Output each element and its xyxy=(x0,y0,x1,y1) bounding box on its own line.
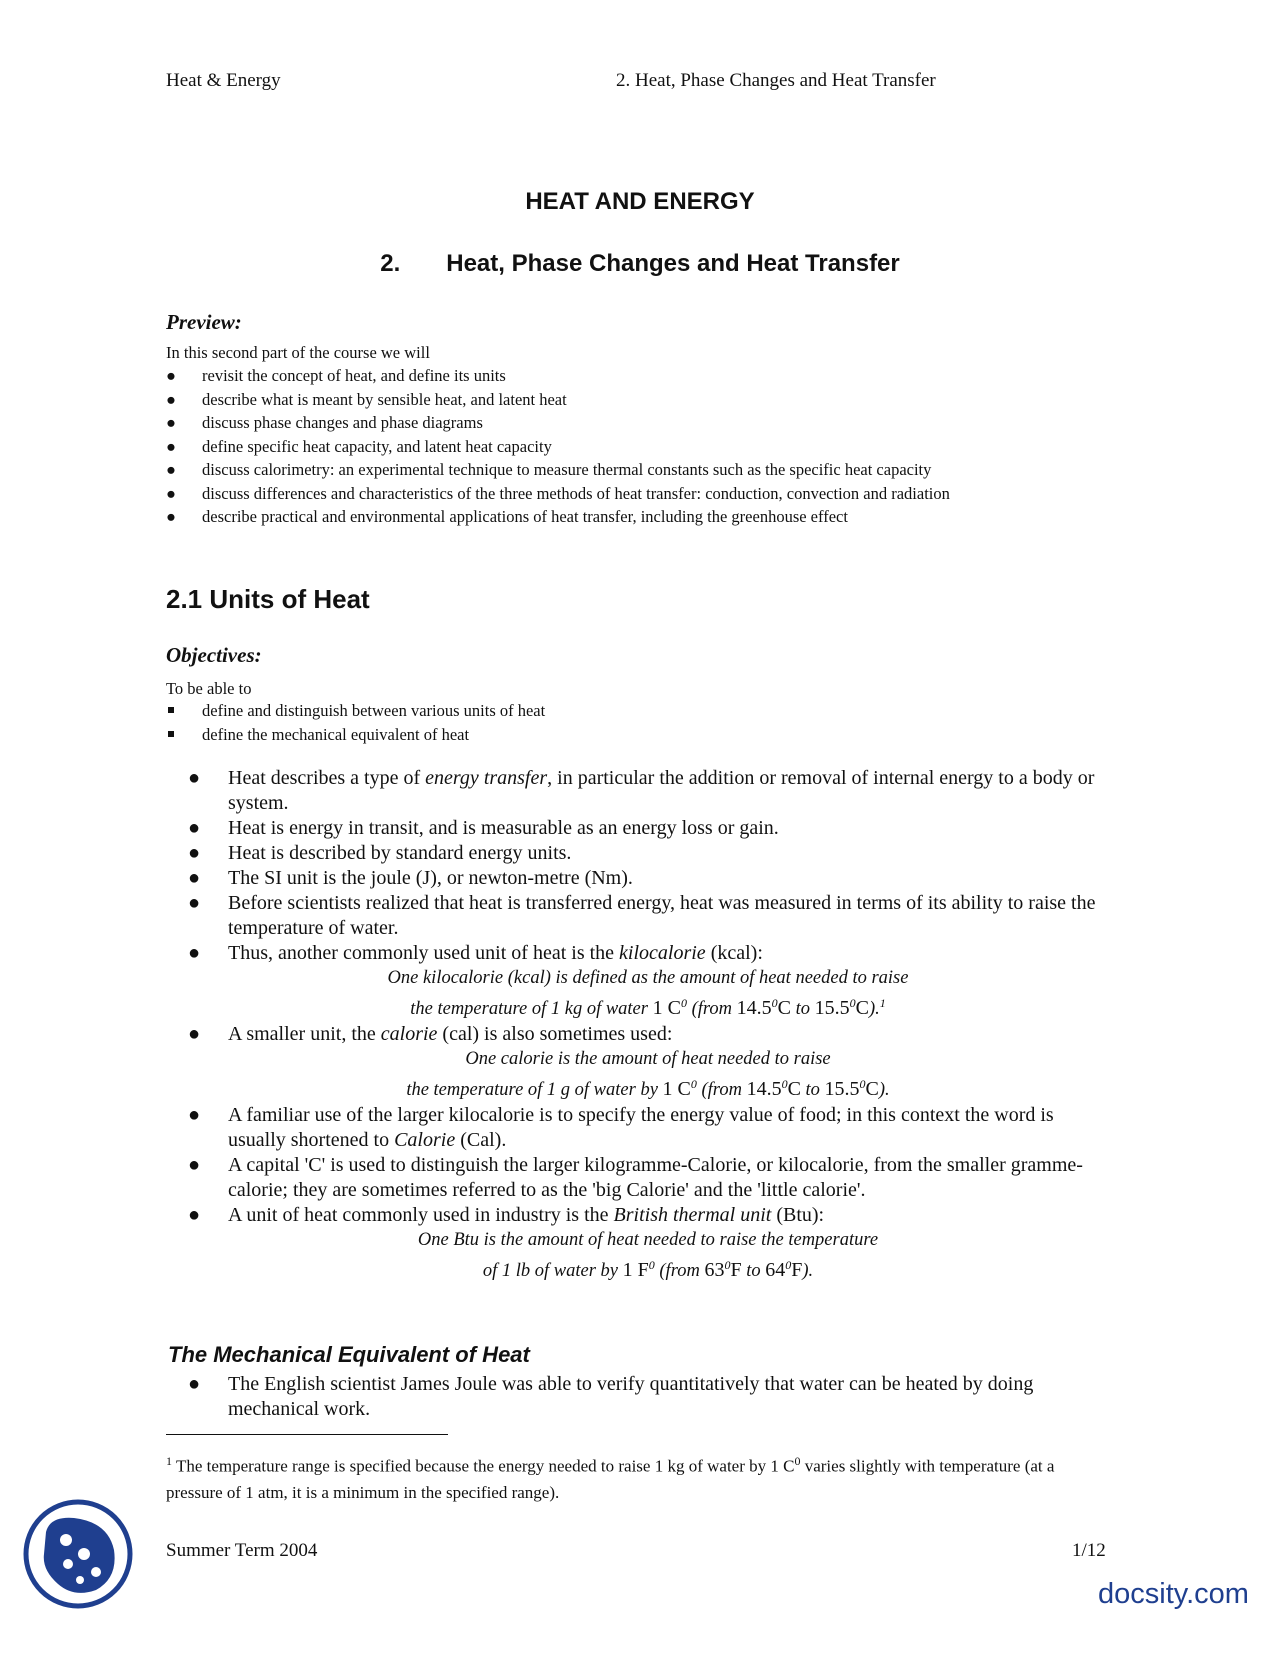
bullet-icon: ● xyxy=(188,817,201,839)
running-header-left: Heat & Energy xyxy=(166,70,281,91)
bullet-icon: ● xyxy=(188,1154,201,1177)
bullet-icon: ● xyxy=(188,1023,201,1046)
bullet-icon: ● xyxy=(166,483,176,503)
list-item: ● define specific heat capacity, and latent heat capacity xyxy=(166,435,1116,459)
list-item: ● Heat is described by standard energy units. xyxy=(188,842,572,864)
running-header-right: 2. Heat, Phase Changes and Heat Transfer xyxy=(616,70,936,91)
footnote-divider xyxy=(166,1434,448,1435)
list-item: ● Heat describes a type of energy transfer, in particular the addition or removal of internal energy to a body or system. xyxy=(188,767,1095,814)
footnote: $^1$ The temperature range is specified because the energy needed to raise 1 kg of water by 1 $C^0$ varies slightly with temperature (at a pressure of 1 atm, it is a minimum in the specified range). xyxy=(166,1454,1055,1502)
list-item: ● The SI unit is the joule (J), or newton-metre (Nm). xyxy=(188,867,633,889)
bullet-icon: ● xyxy=(188,1104,201,1127)
page-number: 1/12 xyxy=(1072,1540,1106,1561)
list-item: ● A unit of heat commonly used in industry is the British thermal unit (Btu): One Btu is the amount of heat needed to raise the temperature of 1 lb of water by 1 $F^0$ (from $63^0F$ to $64^0F$). xyxy=(188,1203,1108,1284)
preview-label: Preview: xyxy=(166,310,242,334)
bullet-icon: ● xyxy=(188,1373,201,1395)
btu-definition: One Btu is the amount of heat needed to raise the temperature of 1 lb of water by 1 $F^0$ (from $63^0F$ to $64^0F$). xyxy=(417,1230,879,1282)
bullet-icon: ● xyxy=(188,1204,201,1227)
bullet-icon: ● xyxy=(188,842,201,864)
list-item: ● describe practical and environmental applications of heat transfer, including the greenhouse effect xyxy=(166,505,1116,529)
list-item: ● Before scientists realized that heat is transferred energy, heat was measured in terms of its ability to raise the temperature of water. xyxy=(188,892,1096,939)
kilocalorie-definition: One kilocalorie (kcal) is defined as the amount of heat needed to raise the temperature of 1 kg of water 1 $C^0$ (from 14.5$^0$C to 15.5$^0$C).$^1$ xyxy=(387,968,909,1020)
bullet-icon: ● xyxy=(188,942,201,964)
section-title xyxy=(0,250,1280,278)
mechanical-bullet-list xyxy=(188,1372,1108,1422)
list-item: ● discuss differences and characteristics of the three methods of heat transfer: conduction, convection and radiation xyxy=(166,482,1116,506)
list-item: ● The English scientist James Joule was able to verify quantitatively that water can be heated by doing mechanical work. xyxy=(188,1373,1034,1420)
bullet-icon: ● xyxy=(188,767,201,789)
list-item: ● A smaller unit, the calorie (cal) is also sometimes used: One calorie is the amount of heat needed to raise the temperature of 1 g of water by 1 $C^0$ (from 14.5$^0$C to 15.5$^0$C). xyxy=(188,1022,1108,1103)
units-bullet-list xyxy=(188,766,1108,1284)
objectives-intro: To be able to xyxy=(166,679,252,698)
bullet-icon: ● xyxy=(166,460,176,479)
objectives-list xyxy=(166,699,866,746)
units-heading: 2.1 Units of Heat xyxy=(166,584,370,614)
list-item: define and distinguish between various units of heat xyxy=(166,699,866,723)
footnote-marker: 1 xyxy=(879,996,886,1010)
list-item: ● A familiar use of the larger kilocalorie is to specify the energy value of food; in this context the word is usually shortened to Calorie (Cal). xyxy=(188,1104,1054,1152)
bullet-icon: ● xyxy=(188,892,201,914)
list-item: ● Thus, another commonly used unit of heat is the kilocalorie (kcal): One kilocalorie (kcal) is defined as the amount of heat needed to raise the temperature of 1 kg of water 1 $C^0$ (from 14.5$^0$C to 15.5$^0$C).$^1$ xyxy=(188,941,1108,1022)
list-item: ● A capital 'C' is used to distinguish the larger kilogramme-Calorie, or kilocalorie, from the smaller gramme-calorie; they are sometimes referred to as the 'big Calorie' and the 'little calorie'. xyxy=(188,1154,1083,1202)
list-item: ● discuss calorimetry: an experimental technique to measure thermal constants such as the specific heat capacity xyxy=(166,458,1116,482)
objectives-label: Objectives: xyxy=(166,643,262,667)
footer-term: Summer Term 2004 xyxy=(166,1540,318,1561)
list-item: ● revisit the concept of heat, and define its units xyxy=(166,364,1116,388)
preview-list xyxy=(166,364,1116,529)
bullet-icon: ● xyxy=(166,366,176,385)
list-item: ● describe what is meant by sensible heat, and latent heat xyxy=(166,388,1116,412)
square-bullet-icon xyxy=(168,731,174,737)
list-item: define the mechanical equivalent of heat xyxy=(166,723,866,747)
docsity-watermark[interactable]: docsity.com xyxy=(1098,1578,1249,1610)
section-number: 2. xyxy=(380,250,401,277)
calorie-definition: One calorie is the amount of heat needed to raise the temperature of 1 g of water by 1 $C^0$ (from 14.5$^0$C to 15.5$^0$C). xyxy=(406,1049,890,1101)
bullet-icon: ● xyxy=(166,436,176,456)
mechanical-equivalent-heading: The Mechanical Equivalent of Heat xyxy=(168,1342,530,1367)
square-bullet-icon xyxy=(168,707,174,713)
section-title-text: Heat, Phase Changes and Heat Transfer xyxy=(446,250,900,277)
bullet-icon: ● xyxy=(166,413,176,432)
document-title: HEAT AND ENERGY xyxy=(525,188,755,215)
bullet-icon: ● xyxy=(166,389,176,409)
list-item: ● discuss phase changes and phase diagrams xyxy=(166,411,1116,435)
bullet-icon: ● xyxy=(188,867,201,889)
docsity-logo-icon xyxy=(22,1498,134,1615)
bullet-icon: ● xyxy=(166,507,176,526)
preview-intro: In this second part of the course we will xyxy=(166,343,430,362)
list-item: ● Heat is energy in transit, and is measurable as an energy loss or gain. xyxy=(188,817,779,839)
